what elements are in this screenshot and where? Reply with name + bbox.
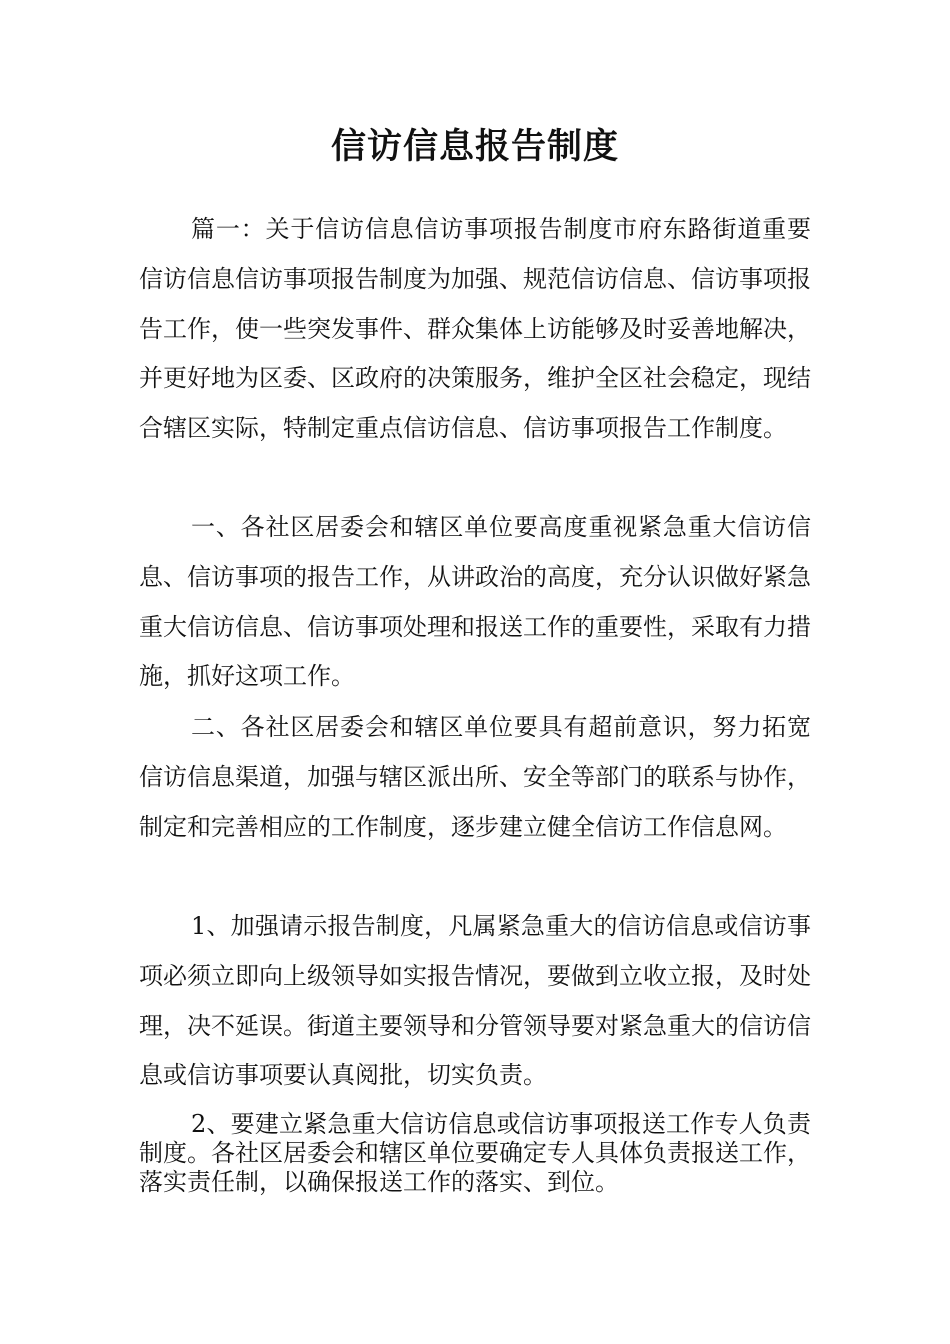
paragraph-sub-item-1: 1、加强请示报告制度，凡属紧急重大的信访信息或信访事项必须立即向上级领导如实报告情况，要做到立收立报，及时处理，决不延误。街道主要领导和分管领导要对紧急重大的信访信息或信访事项要认真阅批，切实负责。: [139, 912, 811, 1090]
document-title: 信访信息报告制度: [330, 127, 619, 168]
paragraph-item-one: 一、各社区居委会和辖区单位要高度重视紧急重大信访信息、信访事项的报告工作，从讲政治的高度，充分认识做好紧急重大信访信息、信访事项处理和报送工作的重要性，采取有力措施，抓好这项工作。: [139, 513, 811, 691]
paragraph-sub-item-2: 2、要建立紧急重大信访信息或信访事项报送工作专人负责制度。各社区居委会和辖区单位要确定专人具体负责报送工作，落实责任制，以确保报送工作的落实、到位。: [139, 1110, 811, 1196]
paragraph-intro: 篇一：关于信访信息信访事项报告制度市府东路街道重要信访信息信访事项报告制度为加强、规范信访信息、信访事项报告工作，使一些突发事件、群众集体上访能够及时妥善地解决，并更好地为区委、区政府的决策服务，维护全区社会稳定，现结合辖区实际，特制定重点信访信息、信访事项报告工作制度。: [139, 215, 811, 443]
paragraph-item-two: 二、各社区居委会和辖区单位要具有超前意识，努力拓宽信访信息渠道，加强与辖区派出所、安全等部门的联系与协作，制定和完善相应的工作制度，逐步建立健全信访工作信息网。: [139, 713, 811, 841]
